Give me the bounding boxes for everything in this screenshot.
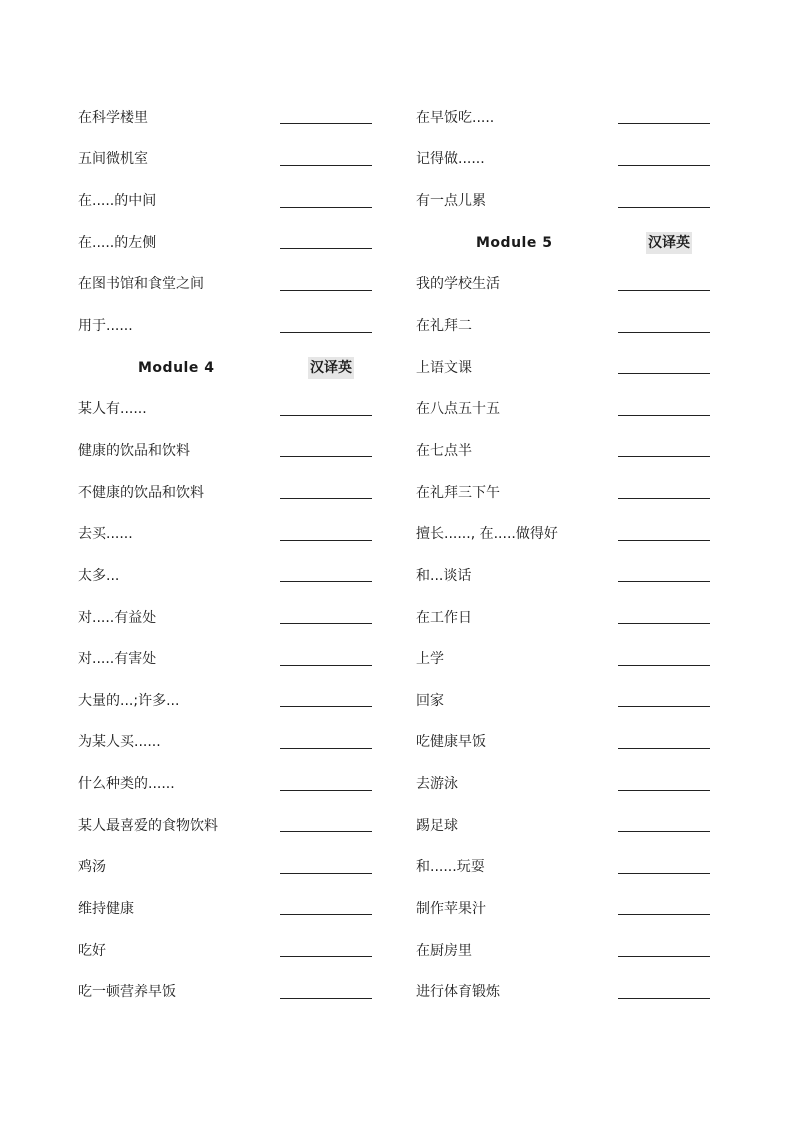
list-item (416, 472, 712, 514)
answer-blank (280, 165, 372, 166)
list-item (416, 888, 712, 930)
phrase-text: 某人有...... (78, 401, 147, 418)
list-item (416, 638, 712, 680)
list-item (416, 430, 712, 472)
answer-blank (618, 415, 710, 416)
answer-blank (618, 332, 710, 333)
phrase-text: 什么种类的...... (78, 776, 175, 793)
answer-blank (280, 914, 372, 915)
list-item (416, 139, 712, 181)
answer-blank (280, 706, 372, 707)
phrase-text: 为某人买...... (78, 734, 161, 751)
list-item (78, 638, 374, 680)
phrase-text: 上语文课 (416, 359, 472, 376)
answer-blank (280, 498, 372, 499)
phrase-text: 在.....的左侧 (78, 234, 157, 251)
phrase-text: 我的学校生活 (416, 276, 500, 293)
list-item (78, 305, 374, 347)
answer-blank (618, 123, 710, 124)
answer-blank (618, 748, 710, 749)
module-title: Module 4 (138, 359, 215, 376)
phrase-text: 吃一顿营养早饭 (78, 984, 176, 1001)
list-item (416, 930, 712, 972)
phrase-text: 制作苹果汁 (416, 900, 486, 917)
answer-blank (618, 498, 710, 499)
list-item (78, 472, 374, 514)
phrase-text: 对.....有益处 (78, 609, 157, 626)
phrase-text: 在七点半 (416, 442, 472, 459)
module-title: Module 5 (476, 234, 553, 251)
list-item (78, 930, 374, 972)
list-item (416, 805, 712, 847)
answer-blank (280, 581, 372, 582)
answer-blank (280, 248, 372, 249)
answer-blank (280, 415, 372, 416)
list-item (78, 430, 374, 472)
phrase-text: 在图书馆和食堂之间 (78, 276, 204, 293)
answer-blank (280, 456, 372, 457)
answer-blank (618, 373, 710, 374)
answer-blank (618, 914, 710, 915)
module-heading (78, 347, 374, 389)
translation-tag: 汉译英 (308, 357, 354, 379)
list-item (416, 847, 712, 889)
list-item (416, 305, 712, 347)
answer-blank (280, 290, 372, 291)
answer-blank (618, 956, 710, 957)
list-item (416, 388, 712, 430)
phrase-text: 在厨房里 (416, 942, 472, 959)
list-item (416, 763, 712, 805)
translation-tag: 汉译英 (646, 232, 692, 254)
phrase-text: 在早饭吃..... (416, 109, 495, 126)
phrase-text: 太多... (78, 567, 120, 584)
list-item (78, 680, 374, 722)
answer-blank (280, 207, 372, 208)
left-column (78, 97, 374, 1013)
phrase-text: 擅长......, 在.....做得好 (416, 526, 558, 543)
answer-blank (280, 665, 372, 666)
list-item (78, 888, 374, 930)
module-heading (416, 222, 712, 264)
phrase-text: 在工作日 (416, 609, 472, 626)
phrase-text: 在礼拜三下午 (416, 484, 500, 501)
list-item (78, 847, 374, 889)
list-item (416, 264, 712, 306)
phrase-text: 记得做...... (416, 151, 485, 168)
phrase-text: 在礼拜二 (416, 318, 472, 335)
list-item (416, 722, 712, 764)
answer-blank (618, 665, 710, 666)
list-item (78, 139, 374, 181)
list-item (416, 680, 712, 722)
list-item (416, 971, 712, 1013)
phrase-text: 在八点五十五 (416, 401, 500, 418)
answer-blank (280, 540, 372, 541)
answer-blank (618, 706, 710, 707)
answer-blank (280, 873, 372, 874)
answer-blank (618, 831, 710, 832)
answer-blank (618, 456, 710, 457)
list-item (416, 347, 712, 389)
phrase-text: 对.....有害处 (78, 651, 157, 668)
phrase-text: 去买...... (78, 526, 133, 543)
phrase-text: 和...谈话 (416, 567, 472, 584)
phrase-text: 去游泳 (416, 776, 458, 793)
list-item (78, 388, 374, 430)
answer-blank (280, 623, 372, 624)
answer-blank (618, 581, 710, 582)
list-item (78, 513, 374, 555)
answer-blank (280, 956, 372, 957)
answer-blank (618, 873, 710, 874)
phrase-text: 有一点儿累 (416, 193, 486, 210)
list-item (78, 555, 374, 597)
answer-blank (618, 540, 710, 541)
right-column (416, 97, 712, 1013)
answer-blank (618, 290, 710, 291)
answer-blank (618, 165, 710, 166)
list-item (78, 97, 374, 139)
phrase-text: 在科学楼里 (78, 109, 148, 126)
answer-blank (280, 332, 372, 333)
answer-blank (280, 831, 372, 832)
phrase-text: 上学 (416, 651, 444, 668)
phrase-text: 进行体育锻炼 (416, 984, 500, 1001)
phrase-text: 回家 (416, 692, 444, 709)
answer-blank (280, 748, 372, 749)
phrase-text: 吃好 (78, 942, 106, 959)
answer-blank (618, 207, 710, 208)
phrase-text: 某人最喜爱的食物饮料 (78, 817, 218, 834)
list-item (416, 97, 712, 139)
phrase-text: 吃健康早饭 (416, 734, 486, 751)
list-item (78, 763, 374, 805)
list-item (78, 722, 374, 764)
list-item (416, 513, 712, 555)
phrase-text: 和......玩耍 (416, 859, 485, 876)
list-item (416, 597, 712, 639)
phrase-text: 鸡汤 (78, 859, 106, 876)
answer-blank (618, 623, 710, 624)
list-item (78, 180, 374, 222)
answer-blank (280, 998, 372, 999)
phrase-text: 健康的饮品和饮料 (78, 442, 190, 459)
answer-blank (618, 998, 710, 999)
phrase-text: 大量的...;许多... (78, 692, 180, 709)
list-item (416, 180, 712, 222)
list-item (78, 597, 374, 639)
list-item (78, 264, 374, 306)
answer-blank (618, 790, 710, 791)
phrase-text: 不健康的饮品和饮料 (78, 484, 204, 501)
list-item (78, 222, 374, 264)
phrase-text: 维持健康 (78, 900, 134, 917)
phrase-text: 踢足球 (416, 817, 458, 834)
phrase-text: 用于...... (78, 318, 133, 335)
list-item (416, 555, 712, 597)
answer-blank (280, 123, 372, 124)
phrase-text: 在.....的中间 (78, 193, 157, 210)
phrase-text: 五间微机室 (78, 151, 148, 168)
list-item (78, 971, 374, 1013)
answer-blank (280, 790, 372, 791)
list-item (78, 805, 374, 847)
